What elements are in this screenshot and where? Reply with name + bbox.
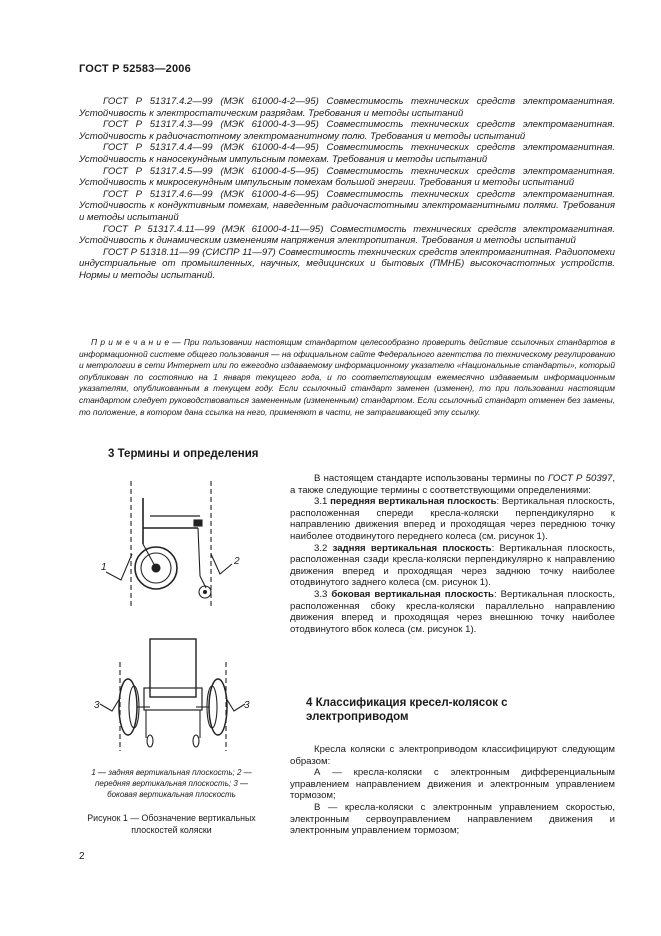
normative-references (79, 96, 615, 282)
page-number: 2 (79, 851, 85, 862)
intro-text: В настоящем стандарте использованы термины по (314, 473, 548, 484)
paragraph: А — кресла-коляски с электронным дифференциальным управлением направлением движения и электронным управлением тормозом; (290, 767, 615, 802)
section-4-title: 4 Классификация кресел-колясок с электроприводом (306, 697, 508, 723)
label-3-right: 3 (244, 700, 250, 711)
term-definition: : Вертикальная плоскость, расположенная сбоку кресла-коляски параллельно направлению движения вперед и проходящая через внешнюю точку наиболее отодвинутого вбок колеса (см. рисунок 1). (290, 588, 615, 635)
term-definition: : Вертикальная плоскость, расположенная спереди кресла-коляски перпендикулярно к направлению движения вперед и проходящая через переднюю точку наиболее отодвинутого переднего колеса (см. рисунок 1). (290, 496, 615, 542)
reference-item: ГОСТ Р 51317.4.3—99 (МЭК 61000-4-3—95) Совместимость технических средств электромагнитная. Устойчивость к радиочастотному электромагнитному полю. Требования и методы испытаний (79, 119, 615, 142)
term-3-3: 3.3 боковая вертикальная плоскость: Вертикальная плоскость, расположенная сбоку кресла-коляски параллельно направлению движения вперед и проходящая через внешнюю точку наиболее отодвинутого вбок колеса (см. рисунок 1). (290, 588, 615, 635)
intro-ref: ГОСТ Р 50397 (547, 473, 613, 484)
reference-item: ГОСТ Р 51317.4.2—99 (МЭК 61000-4-2—95) Совместимость технических средств электромагнитная. Устойчивость к электростатическим разрядам. Требования и методы испытаний (79, 96, 615, 119)
paragraph: Кресла коляски с электроприводом классифицируют следующим образом: (290, 744, 615, 767)
term-3-1: 3.1 передняя вертикальная плоскость: Вертикальная плоскость, расположенная спереди кресла-коляски перпендикулярно к направлению движения вперед и проходящая через переднюю точку наиболее отодвинутого переднего колеса (см. рисунок 1). (290, 496, 615, 542)
reference-item: ГОСТ Р 51318.11—99 (СИСПР 11—97) Совместимость технических средств электромагнитная. Радиопомехи индустриальные от промышленных, научных, медицинских и бытовых (ПМНБ) высокочастотных устройств. Нормы и методы испытаний. (79, 246, 615, 281)
paragraph: В — кресла-коляски с электронным управлением скоростью, электронным сервоуправлением направлением движения и электронным управлением тормозом; (290, 801, 615, 837)
term-definition: : Вертикальная плоскость, расположенная сзади кресла-коляски перпендикулярно к направлению движения вперед и проходящая через заднюю точку наиболее отодвинутого заднего колеса (см. рисунок 1). (290, 542, 615, 589)
wheelchair-figure (88, 476, 258, 761)
references-note (79, 337, 615, 418)
label-2: 2 (234, 556, 240, 567)
term-name: задняя вертикальная плоскость (332, 542, 492, 554)
reference-item: ГОСТ Р 51317.4.11—99 (МЭК 61000-4-11—95) Совместимость технических средств электромагнитная. Устойчивость к динамическим изменениям напряжения электропитания. Требования и методы испытаний (79, 223, 615, 247)
term-name: передняя вертикальная плоскость (330, 496, 497, 508)
note-label: П р и м е ч а н и е (91, 337, 169, 347)
label-1: 1 (101, 562, 107, 573)
note-text: — При пользовании настоящим стандартом целесообразно проверить действие ссылочных стандартов в информационной системе общего пользования — на официальном сайте Федерального агентства по техническому регулированию и метрологии в сети Интернет или по ежегодно издаваемому информационному указателю «Национальные стандарты», который опубликован по состоянию на 1 января текущего года, и по соответствующим ежемесячно издаваемым информационным указателям, опубликованным в текущем году. Если ссылочный стандарт заменен (изменен), то при пользовании настоящим стандартом следует руководствоваться замененным (измененным) стандартом. Если ссылочный стандарт отменен без замены, то положение, в котором дана ссылка на него, применяют в части, не затрагивающей эту ссылку. (79, 337, 615, 417)
intro-text-end: , а также следующие термины с соответствующими определениями: (290, 473, 615, 496)
section-3-body (290, 473, 615, 635)
reference-item: ГОСТ Р 51317.4.5—99 (МЭК 61000-4-5—95) Совместимость технических средств электромагнитная. Устойчивость к микросекундным импульсным помехам большой энергии. Требования и методы испытаний (79, 165, 615, 189)
wheelchair-front-view (100, 639, 245, 751)
wheelchair-side-view (106, 481, 232, 608)
figure-legend: 1 — задняя вертикальная плоскость; 2 — передняя вертикальная плоскость; 3 — боковая вертикальная плоскость (91, 768, 252, 799)
term-name: боковая вертикальная плоскость (331, 588, 494, 600)
term-3-2: 3.2 задняя вертикальная плоскость: Вертикальная плоскость, расположенная сзади кресла-коляски перпендикулярно к направлению движения вперед и проходящая через заднюю точку наиболее отодвинутого заднего колеса (см. рисунок 1). (290, 542, 615, 589)
section-3-title: 3 Термины и определения (108, 448, 259, 460)
document-header: ГОСТ Р 52583—2006 (79, 63, 191, 75)
figure-caption: Рисунок 1 — Обозначение вертикальных плоскостей коляски (87, 813, 256, 835)
reference-item: ГОСТ Р 51317.4.6—99 (МЭК 61000-4-6—95) Совместимость технических средств электромагнитная. Устойчивость к кондуктивным помехам, наведенным радиочастотными электромагнитными полями. Требования и методы испытаний (79, 188, 615, 223)
reference-item: ГОСТ Р 51317.4.4—99 (МЭК 61000-4-4—95) Совместимость технических средств электромагнитная. Устойчивость к наносекундным импульсным помехам. Требования и методы испытаний (79, 142, 615, 165)
section-4-body (290, 744, 615, 837)
label-3-left: 3 (94, 700, 100, 711)
